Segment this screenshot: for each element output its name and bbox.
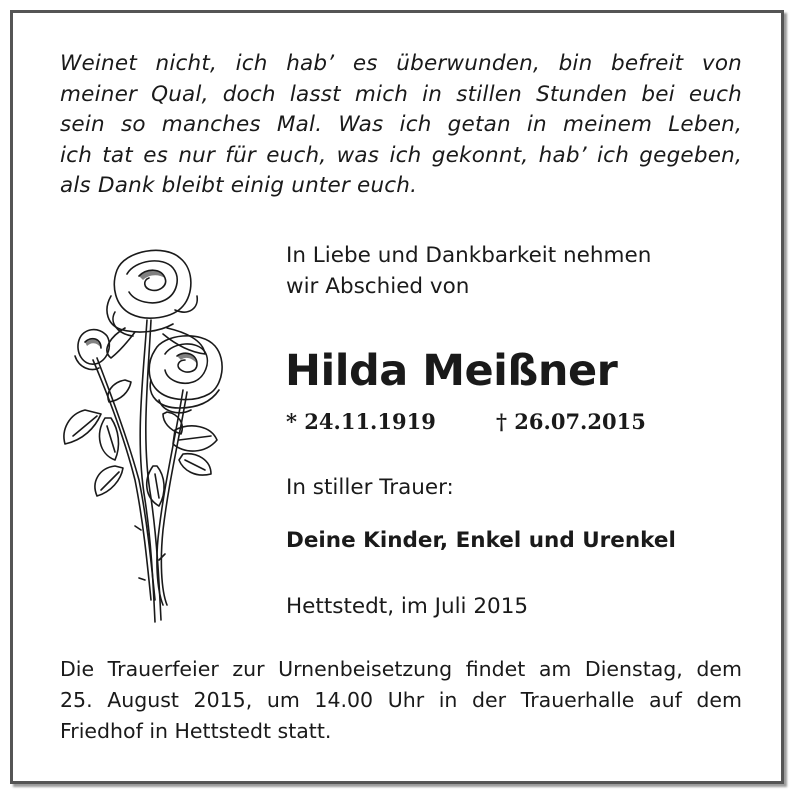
death-date: † 26.07.2015 [496,409,646,434]
funeral-line: 25. August 2015, um 14.00 Uhr in der Trauerhalle auf dem [60,688,742,712]
poem-line: als Dank bleibt einig unter euch. [60,173,418,199]
place-date: Hettstedt, im Juli 2015 [286,594,529,619]
intro-line: wir Abschied von [286,274,470,299]
funeral-line: Die Trauerfeier zur Urnenbeisetzung findet am Dienstag, dem [60,657,742,681]
intro-line: In Liebe und Dankbarkeit nehmen [286,243,652,268]
mourning-family: Deine Kinder, Enkel und Urenkel [286,528,676,553]
intro-text [286,240,651,302]
funeral-notice [60,654,742,747]
poem-line: ich tat es nur für euch, was ich gekonnt, hab’ ich gegeben, [60,142,742,168]
deceased-name: Hilda Meißner [285,346,618,396]
poem-line: sein so manches Mal. Was ich getan in meinem Leben, [60,112,742,138]
rose-illustration-icon [55,240,235,630]
birth-date: * 24.11.1919 [286,409,436,434]
poem [60,49,742,202]
poem-line: Weinet nicht, ich hab’ es überwunden, bin befreit von [60,51,742,76]
mourning-label: In stiller Trauer: [286,475,454,500]
funeral-line: Friedhof in Hettstedt statt. [60,719,332,743]
poem-line: meiner Qual, doch lasst mich in stillen Stunden bei euch [60,81,742,107]
